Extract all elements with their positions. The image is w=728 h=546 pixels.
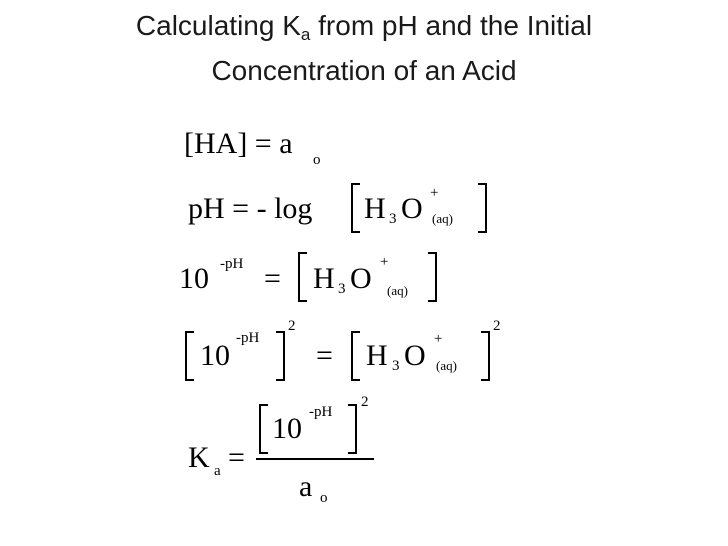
eq2-h: H xyxy=(364,192,386,225)
eq3-h: H xyxy=(313,262,335,295)
eq4-left-bracket-2 xyxy=(351,331,360,381)
eq4-o-sup: + xyxy=(434,331,443,347)
eq4-h: H xyxy=(366,339,388,372)
eq5-k-sub: a xyxy=(214,463,221,479)
eq3-o: O xyxy=(350,262,372,295)
eq4-o: O xyxy=(404,339,426,372)
eq5-num-ten: 10 xyxy=(272,412,302,445)
eq3-o-sup: + xyxy=(380,254,389,270)
eq5-equals: = xyxy=(228,441,245,474)
eq1-text: [HA] = a xyxy=(184,127,293,160)
eq3-left-bracket xyxy=(298,252,307,302)
eq4-right-bracket-2 xyxy=(481,331,490,381)
eq3-o-sub: (aq) xyxy=(387,283,408,298)
eq4-o-sub: (aq) xyxy=(436,358,457,373)
eq4-power-left: 2 xyxy=(288,318,296,334)
eq2-right-bracket xyxy=(478,183,487,233)
eq3-ten: 10 xyxy=(179,262,209,295)
eq3-right-bracket xyxy=(428,252,437,302)
title-line-2: Concentration of an Acid xyxy=(211,55,517,86)
eq3-equals: = xyxy=(264,262,281,295)
eq2-o-sub: (aq) xyxy=(432,211,453,226)
eq5-num-power: 2 xyxy=(361,394,369,410)
slide-title xyxy=(0,8,728,89)
eq2-o: O xyxy=(401,192,423,225)
eq3-h-sub: 3 xyxy=(338,281,346,297)
eq5-right-bracket xyxy=(348,404,357,454)
eq3-ten-sup: -pH xyxy=(220,256,244,272)
eq2-o-sup: + xyxy=(430,185,439,201)
eq4-left-bracket-1 xyxy=(185,331,194,381)
eq4-right-bracket-1 xyxy=(276,331,285,381)
fraction-bar xyxy=(256,458,374,460)
eq5-left-bracket xyxy=(259,404,268,454)
eq4-equals: = xyxy=(316,339,333,372)
eq4-power-right: 2 xyxy=(493,318,501,334)
eq4-h-sub: 3 xyxy=(392,358,400,374)
eq5-k: K xyxy=(188,441,210,474)
eq4-ten: 10 xyxy=(200,339,230,372)
eq2-h-sub: 3 xyxy=(389,211,397,227)
eq2-left-bracket xyxy=(351,183,360,233)
eq5-num-sup: -pH xyxy=(309,404,333,420)
title-line-1: Calculating $K_a$ from pH and the Initial xyxy=(135,10,593,44)
eq5-den: a xyxy=(299,470,313,503)
eq4-ten-sup: -pH xyxy=(236,330,260,346)
eq5-den-sub: o xyxy=(320,490,328,506)
eq2-lhs: pH = - log xyxy=(188,192,313,225)
eq1-subscript: o xyxy=(313,152,321,168)
